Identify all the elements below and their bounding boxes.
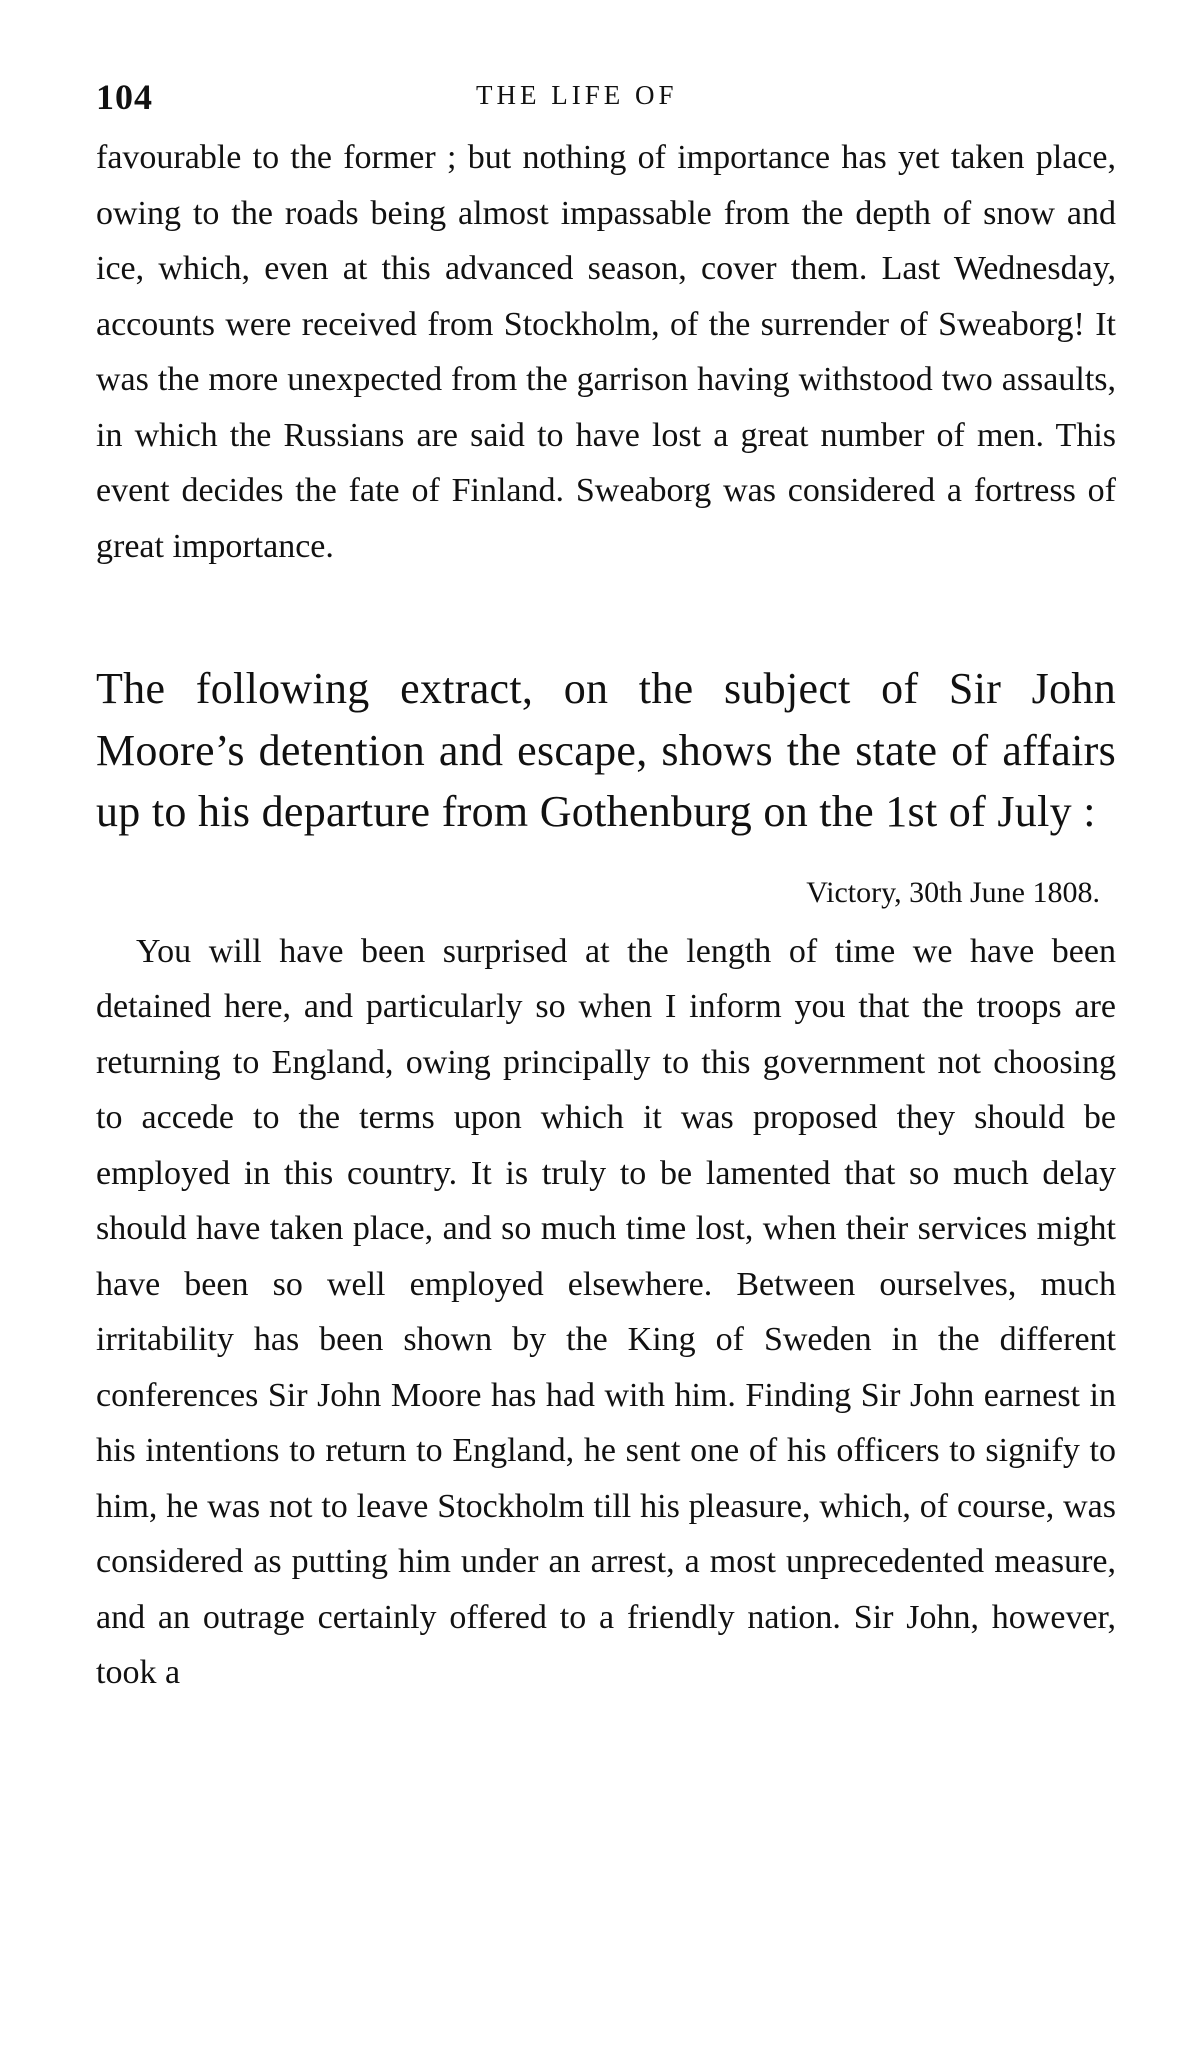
page-number: 104 [96, 77, 153, 117]
extract-introduction: The following extract, on the subject of Sir John Moore’s detention and escape, shows the state of affairs up to his departure from Gothenburg on the 1st of July : [96, 664, 1116, 836]
letter-dateline: Victory, 30th June 1808. [806, 875, 1100, 909]
book-page [96, 70, 1116, 1701]
page-header [96, 70, 1116, 130]
running-head: THE LIFE OF [476, 80, 678, 110]
letter-paragraph: You will have been surprised at the length of time we have been detained here, and particularly so when I inform you that the troops are returning to England, owing principally to this government not choosing to accede to the terms upon which it was proposed they should be employed in this country. It is truly to be lamented that so much delay should have taken place, and so much time lost, when their services might have been so well employed elsewhere. Between ourselves, much irritability has been shown by the King of Sweden in the different conferences Sir John Moore has had with him. Finding Sir John earnest in his intentions to return to England, he sent one of his officers to signify to him, he was not to leave Stockholm till his pleasure, which, of course, was considered as putting him under an arrest, a most unprecedented measure, and an outrage certainly offered to a friendly nation. Sir John, however, took a [96, 932, 1116, 1691]
continuation-paragraph: favourable to the former ; but nothing of importance has yet taken place, owing to the roads being almost impassable from the depth of snow and ice, which, even at this advanced season, cover them. Last Wednesday, accounts were received from Stockholm, of the surrender of Sweaborg! It was the more unexpected from the garrison having withstood two assaults, in which the Russians are said to have lost a great number of men. This event decides the fate of Finland. Sweaborg was considered a fortress of great importance. [96, 139, 1116, 565]
